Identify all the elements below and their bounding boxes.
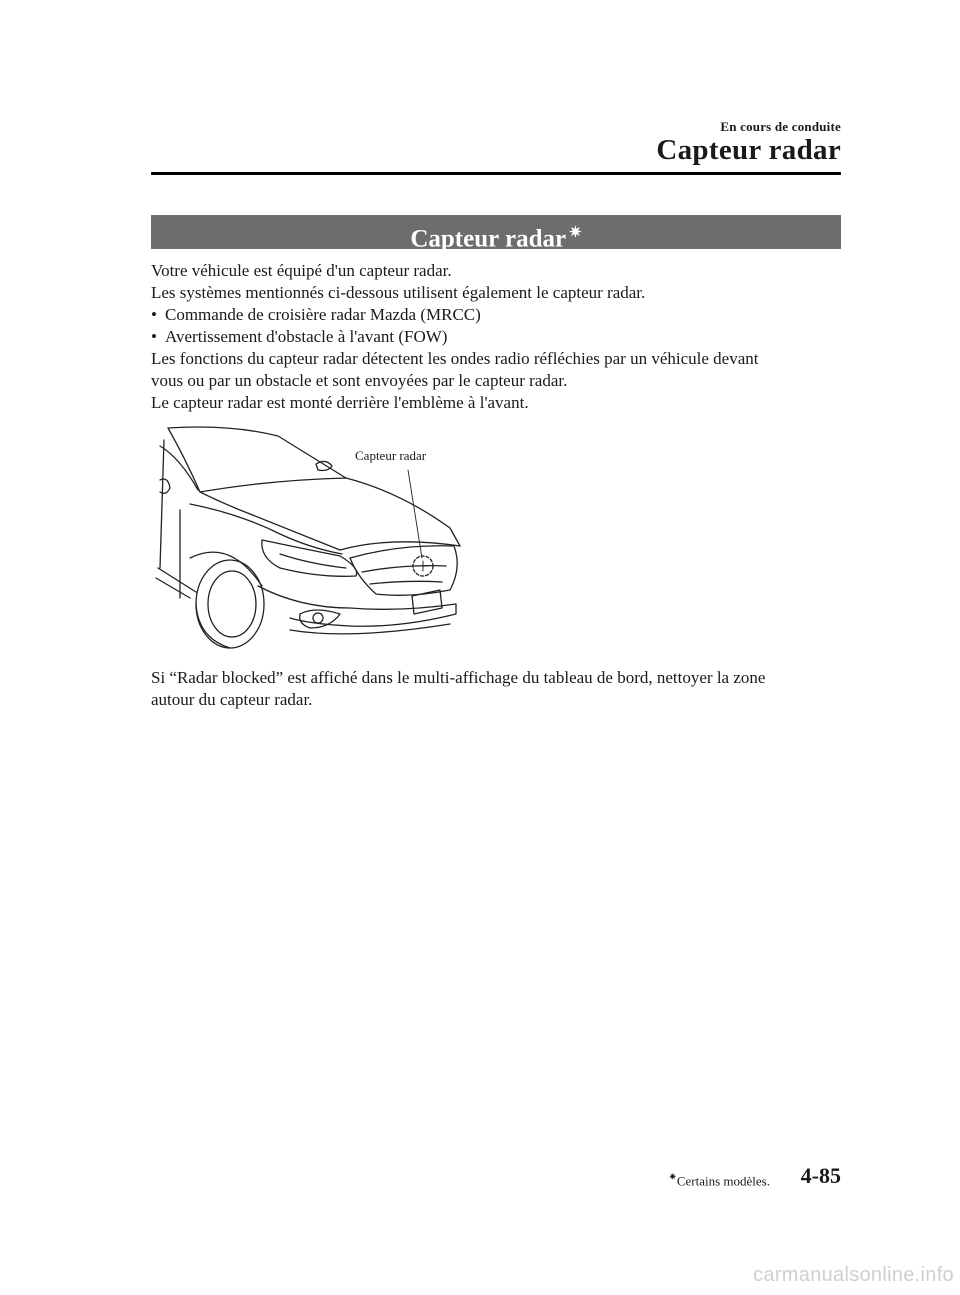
section-heading-title: Capteur radar xyxy=(410,225,567,253)
note-text xyxy=(151,667,851,711)
description-line-1: Les fonctions du capteur radar détectent les ondes radio réfléchies par un véhicule devant xyxy=(151,349,759,368)
watermark: carmanualsonline.info xyxy=(753,1264,954,1286)
car-front-illustration xyxy=(150,418,480,650)
bullet-text: Avertissement d'obstacle à l'avant (FOW) xyxy=(165,327,448,346)
section-heading-bar xyxy=(151,215,841,253)
bullet-icon: • xyxy=(151,327,157,346)
bullet-text: Commande de croisière radar Mazda (MRCC) xyxy=(165,305,481,324)
intro-line-1: Votre véhicule est équipé d'un capteur radar. xyxy=(151,261,452,280)
description-line-3: Le capteur radar est monté derrière l'emblème à l'avant. xyxy=(151,393,529,412)
footer-note xyxy=(668,1172,770,1189)
bullet-item xyxy=(151,304,851,326)
footnote-text: Certains modèles. xyxy=(676,1173,770,1189)
intro-line-2: Les systèmes mentionnés ci-dessous utilisent également le capteur radar. xyxy=(151,283,646,302)
bullet-icon: • xyxy=(151,305,157,324)
description-line-2: vous ou par un obstacle et sont envoyées par le capteur radar. xyxy=(151,371,568,390)
running-header-section: En cours de conduite xyxy=(720,119,841,134)
note-line-1: Si “Radar blocked” est affiché dans le multi-affichage du tableau de bord, nettoyer la zone xyxy=(151,668,766,687)
figure-label: Capteur radar xyxy=(355,448,427,463)
body-text xyxy=(151,260,851,414)
optional-feature-star-icon: ✷ xyxy=(569,225,582,241)
header-rule xyxy=(151,172,841,175)
bullet-item xyxy=(151,326,851,348)
footnote-star-icon: ✷ xyxy=(668,1172,677,1183)
note-line-2: autour du capteur radar. xyxy=(151,690,313,709)
running-header-title: Capteur radar xyxy=(656,134,841,166)
page-number: 4-85 xyxy=(800,1163,841,1188)
